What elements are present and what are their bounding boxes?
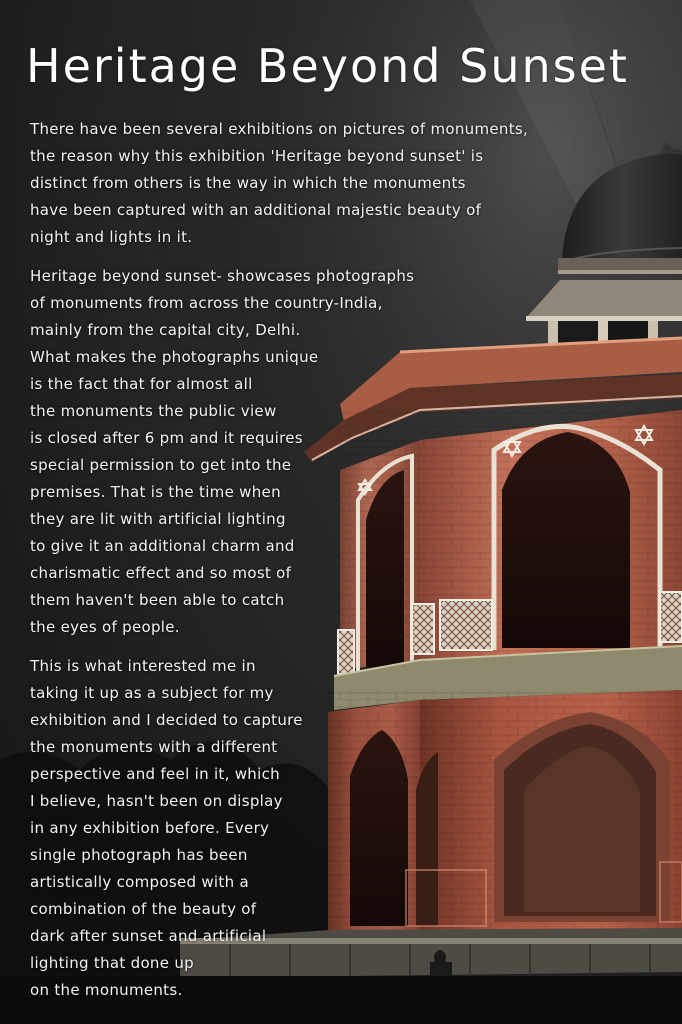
paragraph-intro: There have been several exhibitions on pictures of monuments, the reason why this exhibition 'Heritage beyond sunset' is distinct from others is the way in which the monuments have been captured with an additional majestic beauty of night and lights in it. (30, 120, 529, 246)
page-title: Heritage Beyond Sunset (26, 39, 629, 93)
paragraph-about: Heritage beyond sunset- showcases photographs of monuments from across the country-India, mainly from the capital city, Delhi. What makes the photographs unique is the fact that for almost all the monuments the public view is closed after 6 pm and it requires special permission to get into the premises. That is the time when they are lit with artificial lighting to give it an additional charm and charismatic effect and so most of them haven't been able to catch the eyes of people. (30, 267, 415, 636)
paragraph-motivation: This is what interested me in taking it up as a subject for my exhibition and I decided to capture the monuments with a different perspective and feel in it, which I believe, hasn't been on display in any exhibition before. Every single photograph has been artistically composed with a combination of the beauty of dark after sunset and artificial lighting that done up on the monuments. (30, 657, 303, 999)
article-body (30, 116, 540, 1016)
